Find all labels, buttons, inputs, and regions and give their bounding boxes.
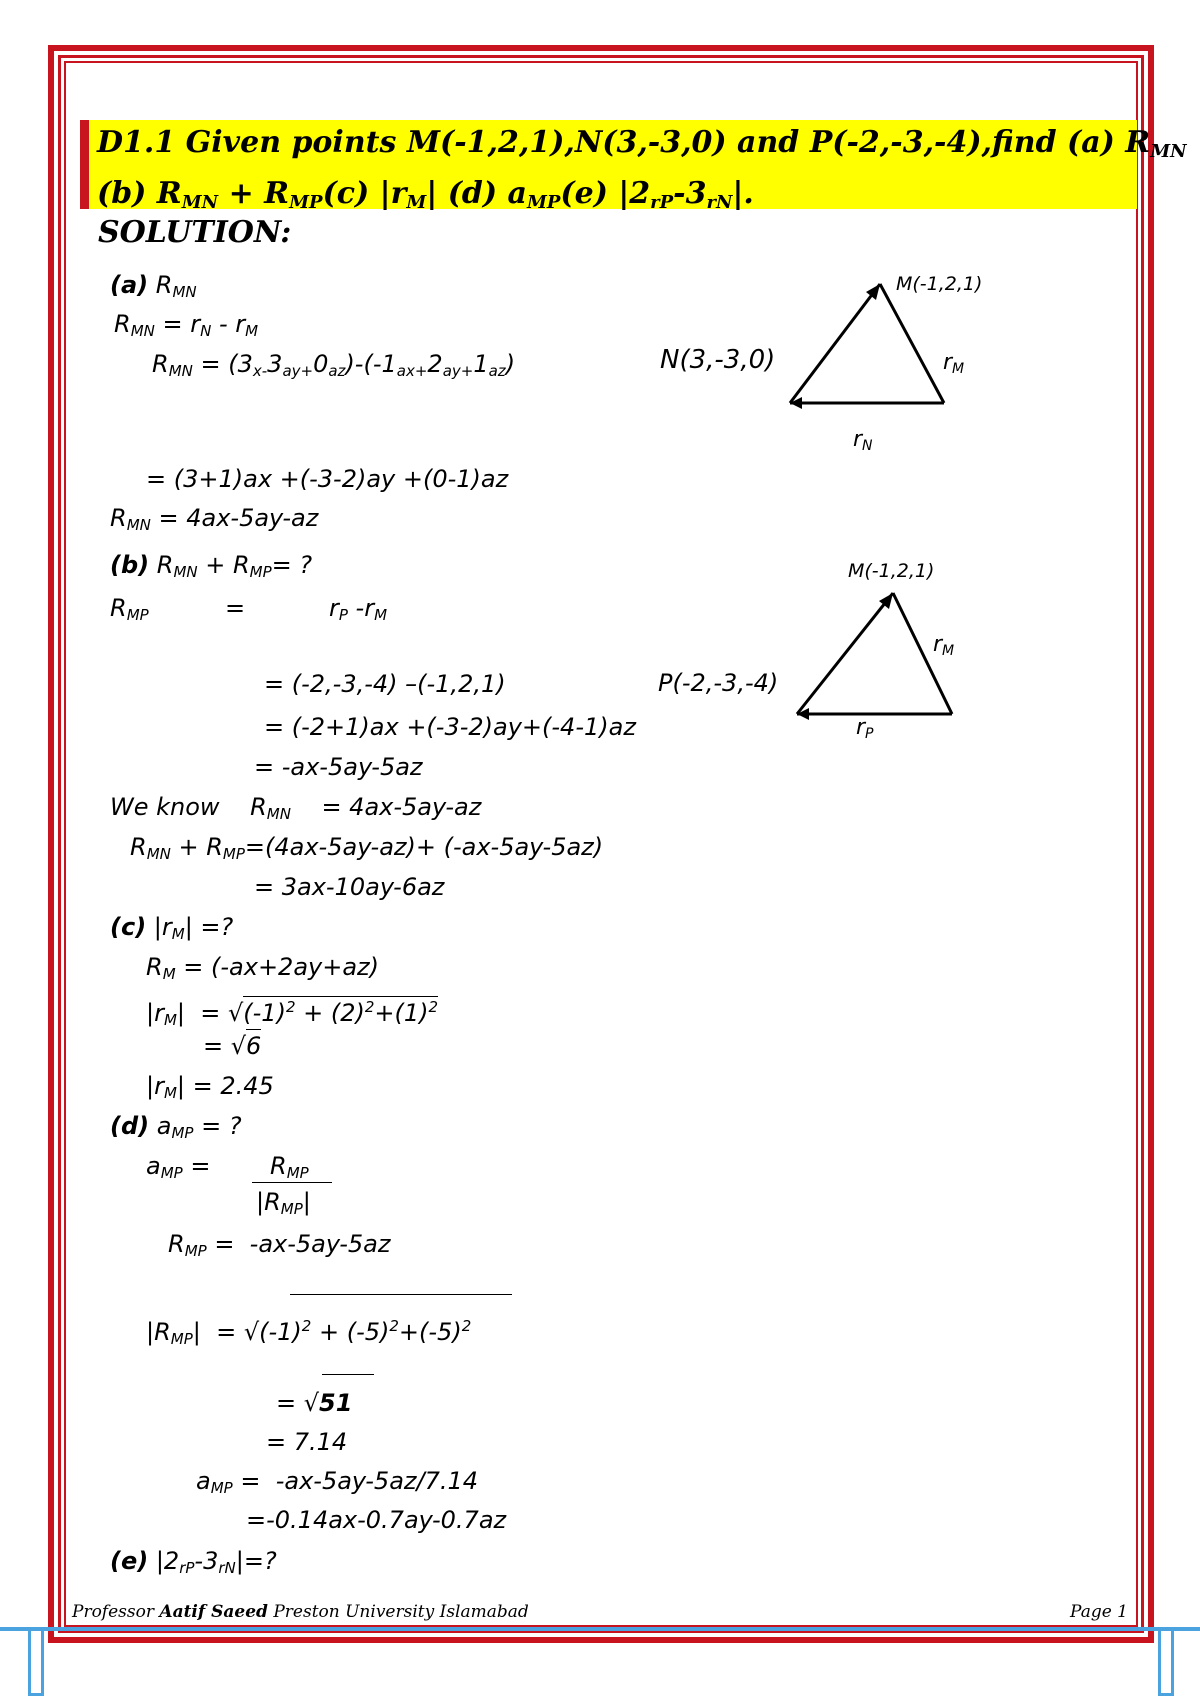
part-d-line-4: = √51 xyxy=(276,1389,353,1417)
footer-post-right xyxy=(1158,1631,1174,1696)
part-d-line-6: $a_{MP} = -ax-5ay-5az/7.14$ xyxy=(196,1467,479,1497)
problem-statement xyxy=(80,120,1187,213)
part-d-line-5: = 7.14 xyxy=(266,1428,348,1456)
part-b-line-5: We know $R_{MN}$ = 4ax-5ay-az xyxy=(110,793,482,823)
vector-rm-line xyxy=(880,284,944,403)
part-b-line-1: $R_{MP}$ = $r_P$ $-r_M$ xyxy=(110,594,388,624)
part-c-line-1: $R_M = (-ax+2ay+az)$ xyxy=(146,953,380,983)
part-a-heading: (a) $R_{MN}$ xyxy=(110,271,197,301)
part-b-line-4: = -ax-5ay-5az xyxy=(254,753,423,781)
vector-rn-label: $r_N$ xyxy=(853,427,873,454)
footer-post-left xyxy=(28,1631,44,1696)
part-d-heading: (d) $a_{MP}$ = ? xyxy=(110,1112,242,1142)
part-d-line-1: $a_{MP}$ = xyxy=(146,1152,219,1182)
part-d-line-2: $R_{MP} = -ax-5ay-5az$ xyxy=(168,1230,391,1260)
vector-mp-line xyxy=(797,593,893,714)
solution-heading: SOLUTION: xyxy=(98,215,292,250)
part-a-line-4: $R_{MN} = 4ax-5ay-az$ xyxy=(110,504,319,534)
part-b-line-6: $R_{MN} + R_{MP}=(4ax-5ay-az)+ (-ax-5ay-5az)$ xyxy=(130,833,604,863)
footer-blue-rule xyxy=(0,1627,1200,1631)
fraction-denominator: $|R_{MP}|$ xyxy=(256,1188,311,1218)
fraction-numerator: $R_{MP}$ xyxy=(270,1152,309,1182)
part-b-heading: (b) $R_{MN} + R_{MP}=$ ? xyxy=(110,551,313,581)
part-b-line-3: = (-2+1)ax +(-3-2)ay+(-4-1)az xyxy=(264,713,636,741)
part-d-line-3: $|R_{MP}| = √(-1)^2 + (-5)^2+(-5)^2$ xyxy=(146,1317,472,1348)
vector-rm2-label: $r_M$ xyxy=(933,632,955,659)
page-number: Page 1 xyxy=(1070,1602,1128,1622)
fraction-bar xyxy=(252,1182,332,1183)
point-p-label: P(-2,-3,-4) xyxy=(658,669,779,697)
footer-author: Professor Aatif Saeed Preston University Islamabad xyxy=(72,1602,529,1622)
problem-line-2: (b) $R_{MN} + R_{MP}(c)$ $|r_M|$ (d) $a_{MP}(e)$ $|2_{rP}-3_{rN}|$. xyxy=(97,176,754,213)
point-m2-label: M(-1,2,1) xyxy=(848,560,935,582)
radical-vinculum-51 xyxy=(322,1374,374,1375)
vector-mn-line xyxy=(790,284,880,403)
part-b-line-2: = (-2,-3,-4) –(-1,2,1) xyxy=(264,670,506,698)
part-c-line-2: $|r_M| = √(-1)^2 + (2)^2+(1)^2$ xyxy=(146,998,439,1029)
point-n-label: N(3,-3,0) xyxy=(660,345,776,375)
radical-vinculum xyxy=(290,1294,512,1295)
part-c-line-4: $|r_M| = 2.45$ xyxy=(146,1072,274,1102)
part-a-line-1: $R_{MN} = r_N - r_M$ xyxy=(114,310,259,340)
part-c-line-3: = √6 xyxy=(203,1031,261,1061)
part-c-heading: (c) $|r_M|$ =? xyxy=(110,913,234,943)
problem-line-1: D1.1 Given points M(-1,2,1),N(3,-3,0) and P(-2,-3,-4),find (a) $R_{MN}$ xyxy=(97,125,1187,162)
vector-rp-label: $r_P$ xyxy=(856,715,874,742)
part-e-heading: (e) $|2_{rP}-3_{rN}|=$? xyxy=(110,1547,277,1577)
part-a-line-2: $R_{MN} = (3_{x-}3_{ay+}0_{az})-(-1_{ax+}2_{ay+}1_{az})$ xyxy=(152,350,516,380)
part-a-line-3: = (3+1)ax +(-3-2)ay +(0-1)az xyxy=(146,465,509,493)
point-m-label: M(-1,2,1) xyxy=(896,273,983,295)
part-b-line-7: = 3ax-10ay-6az xyxy=(254,873,445,901)
vector-rm-label: $r_M$ xyxy=(943,350,965,377)
part-d-line-7: =-0.14ax-0.7ay-0.7az xyxy=(246,1506,507,1534)
